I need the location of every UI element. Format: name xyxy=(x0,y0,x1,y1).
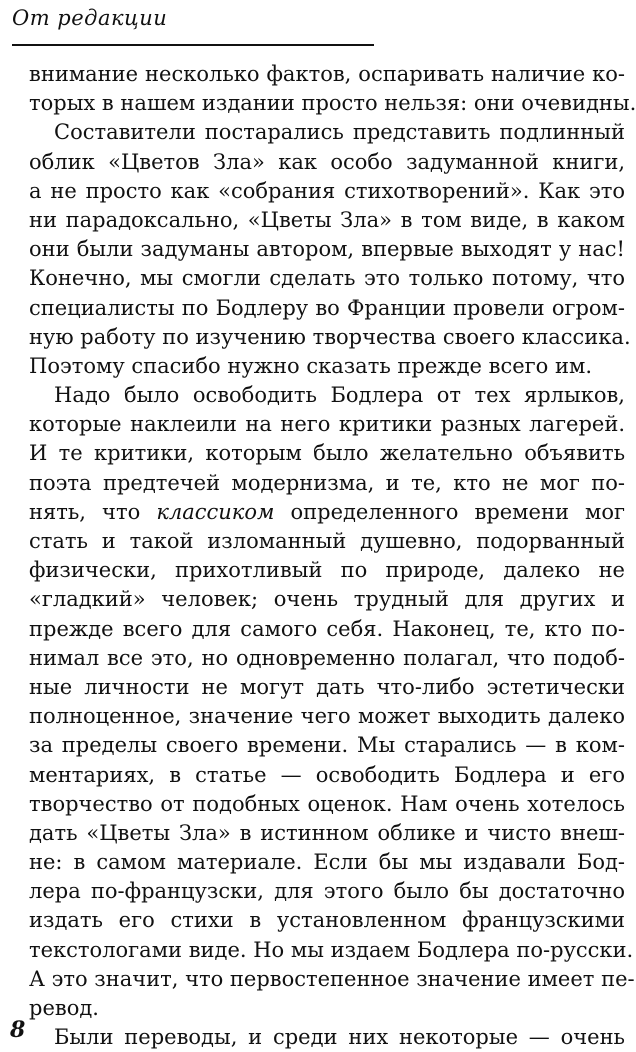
text-line: И те критики, которым было желательно объявить xyxy=(29,441,625,466)
text-line: издать его стихи в установленном французскими xyxy=(29,908,625,933)
text-line: Составители постарались представить подлинный xyxy=(54,120,625,145)
page-number: 8 xyxy=(10,1017,26,1043)
text-line: ную работу по изучению творчества своего классика. xyxy=(29,324,631,349)
emphasized-word: классиком xyxy=(156,499,275,524)
text-line: лера по-французски, для этого было бы достаточно xyxy=(29,879,625,904)
text-line-with-emphasis xyxy=(29,498,625,527)
text-line: физически, прихотливый по природе, далеко не xyxy=(29,558,625,583)
text-line: ни парадоксально, «Цветы Зла» в том виде, в каком xyxy=(29,207,625,232)
text-line: полноценное, значение чего может выходить далеко xyxy=(29,704,625,729)
text-line: поэта предтечей модернизма, и те, кто не мог по- xyxy=(29,470,625,495)
running-head: От редакции xyxy=(12,6,168,30)
text-line: ментариях, в статье — освободить Бодлера и его xyxy=(29,762,625,787)
text-line: ревод. xyxy=(29,996,99,1020)
text-line: они были задуманы автором, впервые выходят у нас! xyxy=(29,237,625,262)
text-line: Надо было освободить Бодлера от тех ярлыков, xyxy=(54,383,625,408)
text-line: нимал все это, но одновременно полагал, что подоб- xyxy=(29,645,625,670)
text-line: Поэтому спасибо нужно сказать прежде всего им. xyxy=(29,353,592,378)
text-line: стать и такой изломанный душевно, подорванный xyxy=(29,529,625,553)
text-line: облик «Цветов Зла» как особо задуманной книги, xyxy=(29,149,625,174)
text-line: творчество от подобных оценок. Нам очень хотелось xyxy=(29,791,625,816)
text-line: дать «Цветы Зла» в истинном облике и чисто внеш- xyxy=(29,820,625,845)
text-line: не: в самом материале. Если бы мы издавали Бод- xyxy=(29,850,625,875)
text-line: специалисты по Бодлеру во Франции провели огром- xyxy=(29,295,625,320)
text-line: Были переводы, и среди них некоторые — очень xyxy=(54,1025,625,1050)
text-line: а не просто как «собрания стихотворений». Как это xyxy=(29,178,625,203)
text-line: которые наклеили на него критики разных лагерей. xyxy=(29,412,625,437)
text-segment: определенного времени мог xyxy=(274,499,626,524)
header-rule xyxy=(12,44,374,46)
text-line: текстологами виде. Но мы издаем Бодлера по-русски. xyxy=(29,937,634,962)
text-line: Конечно, мы смогли сделать это только потому, что xyxy=(29,266,625,291)
text-line: ные личности не могут дать что-либо эстетически xyxy=(29,674,625,699)
text-line: прежде всего для самого себя. Наконец, те, кто по- xyxy=(29,616,625,641)
text-line: А это значит, что первостепенное значение имеет пе- xyxy=(29,966,635,991)
text-line: «гладкий» человек; очень трудный для других и xyxy=(29,587,625,612)
text-line: за пределы своего времени. Мы старались — в ком- xyxy=(29,733,625,758)
text-segment: нять, что xyxy=(29,499,157,524)
text-line: торых в нашем издании просто нельзя: они очевидны. xyxy=(29,91,636,116)
body-text xyxy=(29,60,636,1052)
text-line: внимание несколько фактов, оспаривать наличие ко- xyxy=(29,62,625,86)
